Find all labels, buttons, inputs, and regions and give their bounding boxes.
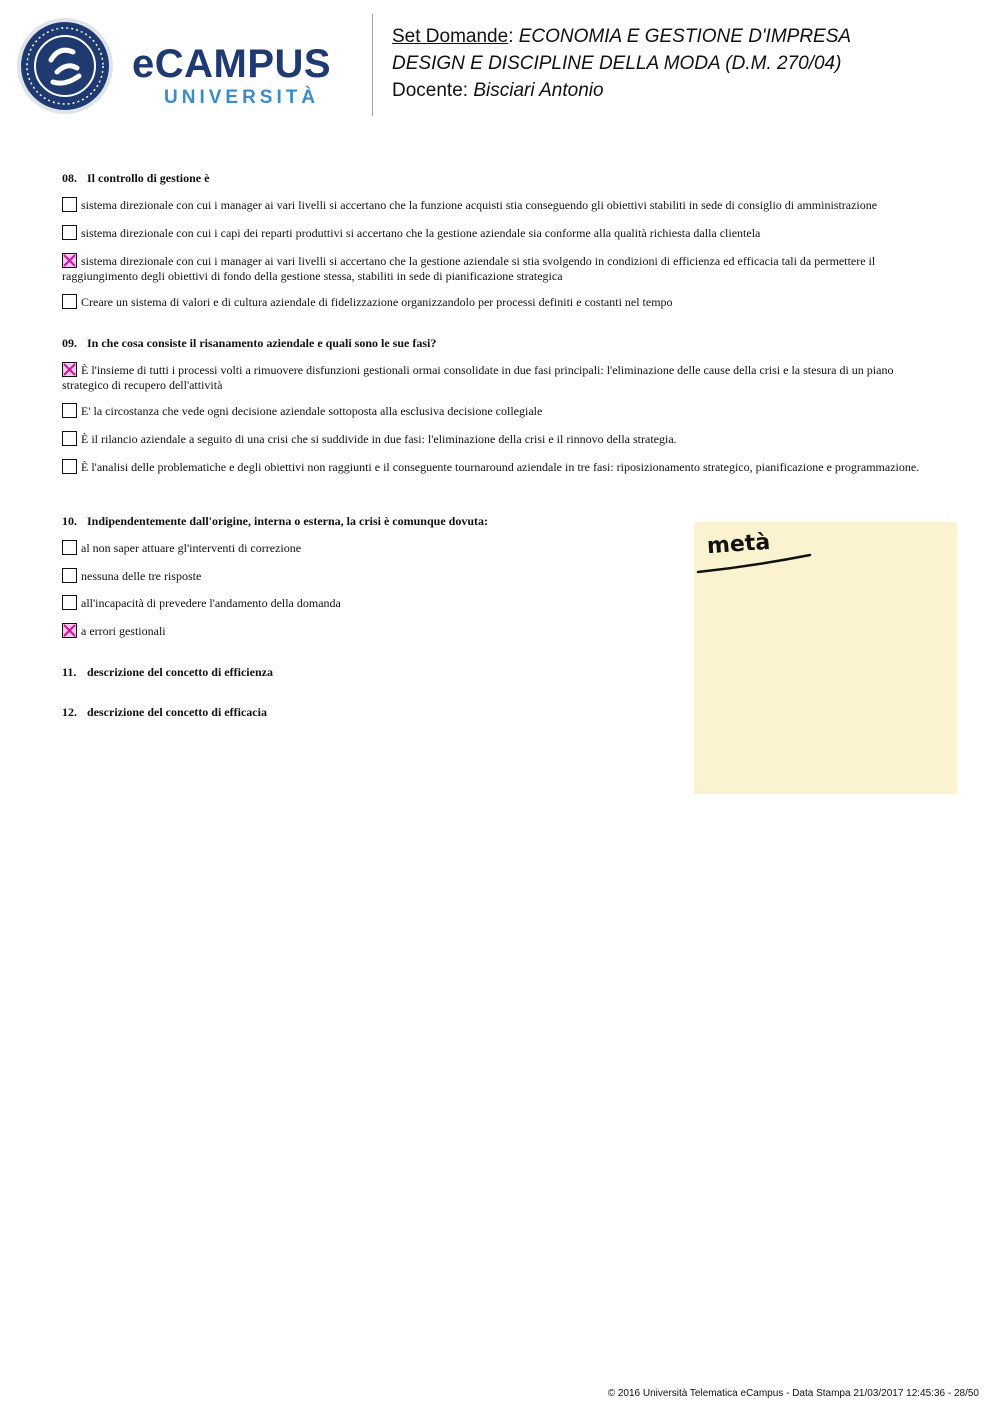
checkbox[interactable] — [62, 403, 77, 418]
answer-text: sistema direzionale con cui i manager ai vari livelli si accertano che la funzione acquisti stia conseguendo gli obiettivi stabiliti in sede di consiglio di amministrazione — [81, 198, 878, 212]
course-title-line2: DESIGN E DISCIPLINE DELLA MODA (D.M. 270/04) — [392, 53, 842, 74]
answer-text: È l'analisi delle problematiche e degli obiettivi non raggiunti e il conseguente tournaround aziendale in tre fasi: riposizionamento strategico, pianificazione e programmazione. — [81, 460, 920, 474]
answer-text: al non saper attuare gl'interventi di correzione — [81, 541, 302, 555]
answer-option[interactable] — [62, 540, 682, 556]
question-number: 09. — [62, 336, 77, 350]
checkbox[interactable] — [62, 595, 77, 610]
question-number: 10. — [62, 514, 77, 528]
ecampus-wordmark — [132, 42, 357, 112]
answer-option[interactable] — [62, 197, 942, 213]
answer-text: È l'insieme di tutti i processi volti a rimuovere disfunzioni gestionali ormai consolidate in due fasi principali: l'eliminazione delle cause della crisi e la stesura di un piano strategico di recupero dell'attività — [62, 363, 894, 392]
note-handwriting: metà — [706, 529, 772, 560]
question-09-title — [62, 336, 436, 351]
checkbox-checked[interactable] — [62, 253, 77, 268]
question-number: 12. — [62, 705, 77, 719]
sticky-note[interactable] — [694, 522, 957, 794]
header-info — [392, 23, 851, 104]
question-text: descrizione del concetto di efficacia — [87, 705, 267, 719]
answer-text: nessuna delle tre risposte — [81, 569, 202, 583]
answer-option[interactable] — [62, 403, 942, 419]
check-x-icon — [63, 624, 76, 637]
answer-text: sistema direzionale con cui i capi dei reparti produttivi si accertano che la gestione aziendale sia conforme alla qualità richiesta dalla clientela — [81, 226, 761, 240]
checkbox[interactable] — [62, 197, 77, 212]
answer-text: E' la circostanza che vede ogni decisione aziendale sottoposta alla esclusiva decisione collegiale — [81, 404, 543, 418]
note-underline — [694, 522, 957, 582]
question-text: descrizione del concetto di efficienza — [87, 665, 273, 679]
answer-option[interactable] — [62, 431, 942, 447]
docente-name: Bisciari Antonio — [473, 80, 604, 101]
question-12-title — [62, 705, 267, 720]
question-number: 08. — [62, 171, 77, 185]
logo-brand-text: eCAMPUS — [132, 42, 332, 86]
checkbox[interactable] — [62, 225, 77, 240]
header-divider — [372, 14, 373, 116]
answer-text: Creare un sistema di valori e di cultura aziendale di fidelizzazione organizzandolo per processi definiti e costanti nel tempo — [81, 295, 673, 309]
answer-option[interactable] — [62, 459, 942, 475]
checkbox-checked[interactable] — [62, 362, 77, 377]
checkbox-checked[interactable] — [62, 623, 77, 638]
check-x-icon — [63, 254, 76, 267]
question-text: Il controllo di gestione è — [87, 171, 210, 185]
checkbox[interactable] — [62, 431, 77, 446]
header-line-course — [392, 50, 851, 77]
header-line-set: Set Domande: ECONOMIA E GESTIONE D'IMPRESA — [392, 26, 852, 47]
checkbox[interactable] — [62, 540, 77, 555]
course-title-line1: ECONOMIA E GESTIONE D'IMPRESA — [518, 26, 852, 47]
ecampus-seal-logo — [15, 16, 115, 116]
answer-option[interactable] — [62, 623, 682, 639]
question-number: 11. — [62, 665, 77, 679]
header-line-docente — [392, 77, 851, 104]
question-10-title — [62, 514, 488, 529]
answer-text: all'incapacità di prevedere l'andamento della domanda — [81, 596, 341, 610]
docente-label: Docente: — [392, 80, 469, 101]
question-08-title — [62, 171, 209, 186]
answer-option[interactable] — [62, 253, 942, 284]
checkbox[interactable] — [62, 568, 77, 583]
answer-option[interactable] — [62, 225, 942, 241]
answer-option[interactable] — [62, 362, 942, 393]
answer-option[interactable] — [62, 568, 682, 584]
page-footer: © 2016 Università Telematica eCampus - Data Stampa 21/03/2017 12:45:36 - 28/50 — [607, 1388, 979, 1399]
checkbox[interactable] — [62, 294, 77, 309]
answer-text: È il rilancio aziendale a seguito di una crisi che si suddivide in due fasi: l'eliminazione della crisi e il rinnovo della strategia. — [81, 432, 677, 446]
check-x-icon — [63, 363, 76, 376]
question-11-title — [62, 665, 273, 680]
question-text: Indipendentemente dall'origine, interna o esterna, la crisi è comunque dovuta: — [87, 514, 488, 528]
answer-option[interactable] — [62, 595, 682, 611]
logo-university-text: UNIVERSITÀ — [164, 87, 320, 108]
answer-text: sistema direzionale con cui i manager ai vari livelli si accertano che la gestione aziendale si stia svolgendo in condizioni di efficienza ed efficacia tali da permettere il raggiungimento degli obiettivi di fondo della gestione stessa, stabiliti in sede di pianificazione strategica — [62, 254, 876, 283]
set-label: Set Domande — [392, 26, 509, 47]
checkbox[interactable] — [62, 459, 77, 474]
answer-text: a errori gestionali — [81, 624, 166, 638]
question-text: In che cosa consiste il risanamento aziendale e quali sono le sue fasi? — [87, 336, 437, 350]
answer-option[interactable] — [62, 294, 942, 310]
